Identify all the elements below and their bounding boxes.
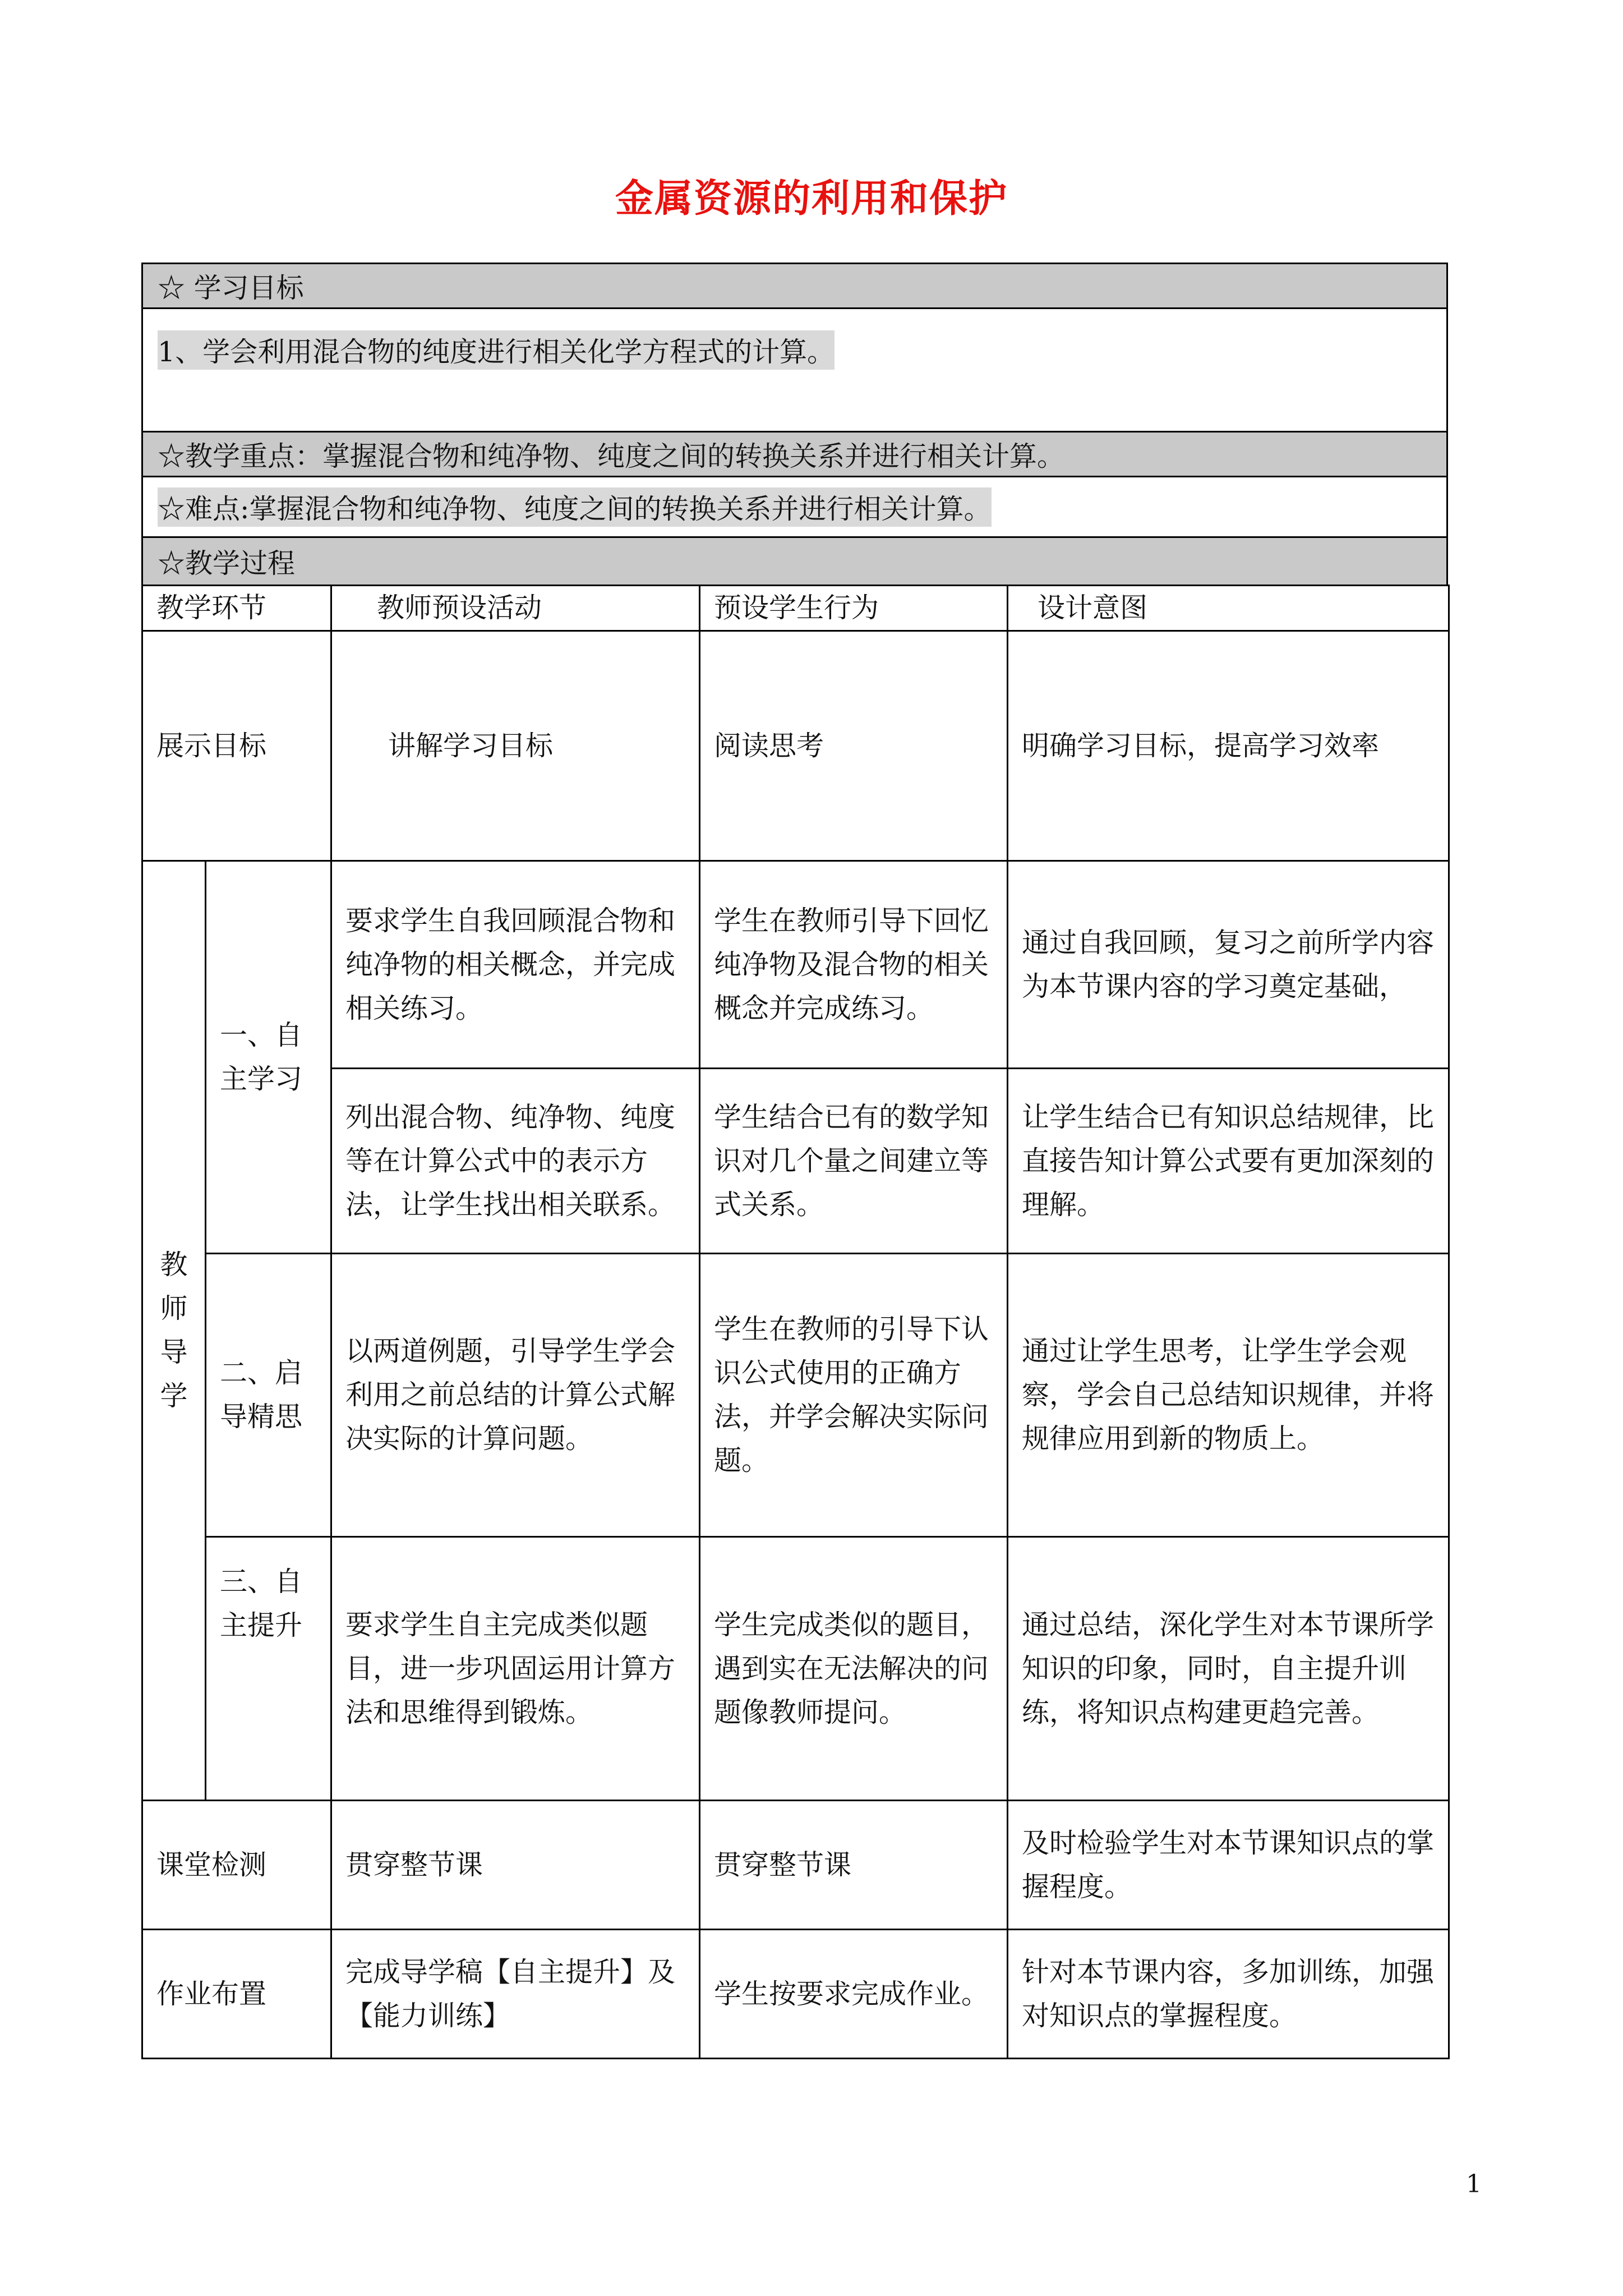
- header-stage: 教学环节: [142, 586, 331, 631]
- table-row: [142, 1801, 1449, 1930]
- stage-homework: 作业布置: [142, 1930, 331, 2059]
- page-title: 金属资源的利用和保护: [615, 176, 1008, 221]
- intent-stage3: 通过总结，深化学生对本节课所学知识的印象，同时，自主提升训练，将知识点构建更趋完善。: [1008, 1537, 1449, 1801]
- student-stage2: 学生在教师的引导下认识公式使用的正确方法，并学会解决实际问题。: [700, 1254, 1008, 1537]
- objective-item: [141, 307, 1448, 431]
- intent-stage2: 通过让学生思考，让学生学会观察，学会自己总结知识规律，并将规律应用到新的物质上。: [1008, 1254, 1449, 1537]
- stage2-label: 二、启导精思: [206, 1254, 331, 1537]
- teacher-show: 讲解学习目标: [331, 631, 700, 861]
- student-stage1a: 学生在教师引导下回忆纯净物及混合物的相关概念并完成练习。: [700, 861, 1008, 1069]
- intent-stage1b: 让学生结合已有知识总结规律，比直接告知计算公式要有更加深刻的理解。: [1008, 1069, 1449, 1254]
- table-row: [142, 1254, 1449, 1537]
- intent-check: 及时检验学生对本节课知识点的掌握程度。: [1008, 1801, 1449, 1930]
- teacher-stage1b: 列出混合物、纯净物、纯度等在计算公式中的表示方法，让学生找出相关联系。: [331, 1069, 700, 1254]
- objective-text: 1、学会利用混合物的纯度进行相关化学方程式的计算。: [158, 330, 834, 370]
- stage1-label: 一、自主学习: [206, 861, 331, 1254]
- teacher-check: 贯穿整节课: [331, 1801, 700, 1930]
- student-stage3: 学生完成类似的题目，遇到实在无法解决的问题像教师提问。: [700, 1537, 1008, 1801]
- header-student: 预设学生行为: [700, 586, 1008, 631]
- stage3-label: 三、自主提升: [206, 1537, 331, 1801]
- student-check: 贯穿整节课: [700, 1801, 1008, 1930]
- table-row: [142, 1930, 1449, 2059]
- table-header-row: [142, 586, 1449, 631]
- header-teacher: 教师预设活动: [331, 586, 700, 631]
- objectives-header: ☆ 学习目标: [141, 263, 1448, 307]
- header-intent: 设计意图: [1008, 586, 1449, 631]
- table-row: [142, 631, 1449, 861]
- student-homework: 学生按要求完成作业。: [700, 1930, 1008, 2059]
- key-point-row: [141, 431, 1448, 476]
- table-row: [142, 861, 1449, 1069]
- teacher-homework: 完成导学稿【自主提升】及【能力训练】: [331, 1930, 700, 2059]
- process-header: ☆教学过程: [141, 536, 1448, 585]
- table-row: [142, 1069, 1449, 1254]
- intent-stage1a: 通过自我回顾，复习之前所学内容为本节课内容的学习奠定基础，: [1008, 861, 1449, 1069]
- key-point-text: ☆教学重点：掌握混合物和纯净物、纯度之间的转换关系并进行相关计算。: [158, 440, 1065, 472]
- stage-check: 课堂检测: [142, 1801, 331, 1930]
- lesson-plan-frame: [141, 263, 1448, 2059]
- teacher-stage2: 以两道例题，引导学生学会利用之前总结的计算公式解决实际的计算问题。: [331, 1254, 700, 1537]
- table-row: [142, 1537, 1449, 1801]
- difficulty-row: [141, 476, 1448, 536]
- intent-show: 明确学习目标，提高学习效率: [1008, 631, 1449, 861]
- guide-label: 教师导学: [142, 861, 206, 1801]
- difficulty-text: ☆难点:掌握混合物和纯净物、纯度之间的转换关系并进行相关计算。: [158, 487, 992, 527]
- student-stage1b: 学生结合已有的数学知识对几个量之间建立等式关系。: [700, 1069, 1008, 1254]
- teacher-stage1a: 要求学生自我回顾混合物和纯净物的相关概念，并完成相关练习。: [331, 861, 700, 1069]
- stage-show: 展示目标: [142, 631, 331, 861]
- page-number: 1: [1466, 2170, 1482, 2198]
- student-show: 阅读思考: [700, 631, 1008, 861]
- teacher-stage3: 要求学生自主完成类似题目，进一步巩固运用计算方法和思维得到锻炼。: [331, 1537, 700, 1801]
- intent-homework: 针对本节课内容，多加训练，加强对知识点的掌握程度。: [1008, 1930, 1449, 2059]
- process-table: [141, 585, 1450, 2059]
